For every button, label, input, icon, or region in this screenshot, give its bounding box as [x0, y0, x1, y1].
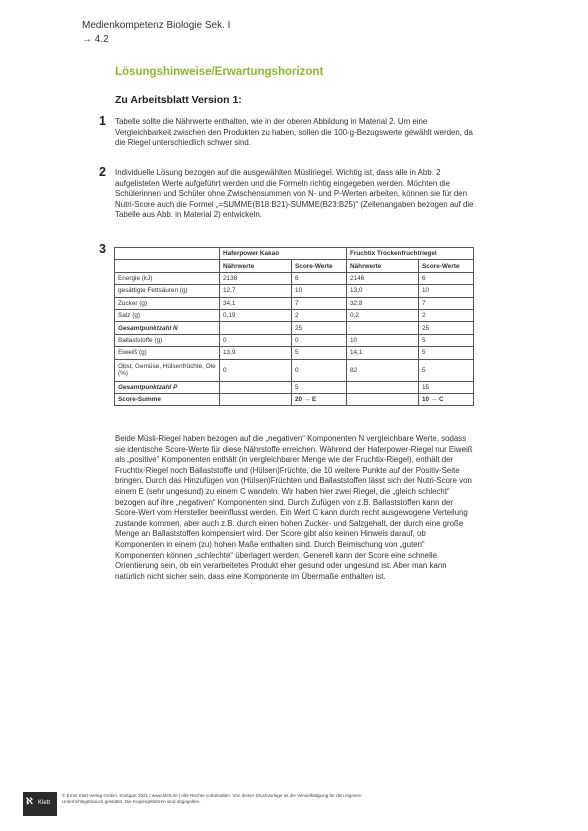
row-label: Gesamtpunktzahl N — [115, 322, 220, 334]
cell-value: 0 — [220, 359, 292, 381]
cell-score: 25 — [292, 322, 347, 334]
cell-value — [220, 393, 292, 405]
footer-copyright: © Ernst Klett Verlag GmbH, Stuttgart 2021 | www.klett.de | Alle Rechte vorbehalten. Von dieser Druckvorlage ist die Vervielfältigung für den eigenen Unterrichtsgebrauch gestattet. Die Kopiergebühren sind abgegolten. — [62, 793, 362, 804]
cell-score: 5 — [419, 347, 474, 359]
task-2-answer: Individuelle Lösung bezogen auf die ausgewählten Müsliriegel. Wichtig ist, dass alle in Abb. 2 aufgelisteten Werte aufgeführt werden und die Formeln richtig eingegeben werden. Möchten die Schülerinnen und Schüler ohne Zwischensummen von N- und P-Werten arbeiten, können sie für den Nutri-Score auch die Formel „=SUMME(B18:B21)-SUMME(B23:B25)“ (Zellenangaben bezogen auf die Tabelle aus Abb. in Material 2) entwickeln. — [115, 168, 474, 220]
table-row — [115, 334, 474, 346]
column-header: Nährwerte — [347, 260, 419, 272]
table-row-total — [115, 393, 474, 405]
cell-score: 5 — [292, 381, 347, 393]
table-subheader-row — [115, 260, 474, 272]
table-row — [115, 347, 474, 359]
cell-value: 2138 — [220, 272, 292, 284]
row-label: Obst, Gemüse, Hülsenfrüchte, Ole (%) — [115, 359, 220, 381]
cell-score: 0 — [292, 359, 347, 381]
cell-score: 10 — [292, 285, 347, 297]
task-number-2: 2 — [99, 165, 106, 179]
cell-value: 12,7 — [220, 285, 292, 297]
cell-value: 13,0 — [347, 285, 419, 297]
table-row — [115, 309, 474, 321]
cell-value — [220, 322, 292, 334]
cell-value: 10 — [347, 334, 419, 346]
product-2-header: Fruchtix Trockenfruchtriegel — [347, 248, 474, 260]
cell-value: 0,19 — [220, 309, 292, 321]
logo-text: Klett — [38, 800, 51, 806]
header-chapter-ref: → 4.2 — [82, 34, 109, 45]
cell-value: 34,1 — [220, 297, 292, 309]
cell-value: 14,1 — [347, 347, 419, 359]
task-3-discussion: Beide Müsli-Riegel haben bezogen auf die „negativen“ Komponenten N vergleichbare Werte, sodass sie identische Score-Werte für diese Nährstoffe erreichen. Während der Haferpower-Riegel nur Eiweiß als „positive“ Komponenten enthält (in vergleichbarer Menge wie der Fruchtix-Riegel), enthält der Fruchtix-Riegel noch Ballaststoffe und (Hülsen)Früchte, die 10 weitere Punkte auf der Positiv-Seite bringen. Durch das Hinzufügen von (Hülsen)Früchten und Ballaststoffen lässt sich der Nutri-Score von einem E (sehr ungesund) zu einem C wandeln. Wir haben hier zwei Riegel, die „gleich schlecht“ bezogen auf ihre „negativen“ Komponenten sind. Durch Zufügen von z.B. Ballaststoffen kann der Score-Wert vom Hersteller beeinflusst werden. Ein Wert C kann durch recht ausgewogene Verteilung zustande kommen, aber auch z.B. durch einen hohen Zucker- und Salzgehalt, der durch eine große Menge an Ballaststoffen kompensiert wird. Der Score gibt also keinen Hinweis darauf, ob Komponenten in einem (zu) hohen Maße enthalten sind. Durch Beimischung von „guten“ Komponenten können „schlechte“ überlagert werden. Generell kann der Score eine schnelle Orientierung sein, ob ein verarbeitetes Produkt eher gesund oder ungesund ist. Aber man kann natürlich nicht sicher sein, dass eine Komponente im Übermaße enthalten ist. — [115, 434, 473, 581]
product-1-header: Haferpower Kakao — [220, 248, 347, 260]
cell-score: 2 — [419, 309, 474, 321]
row-label: Gesamtpunktzahl P — [115, 381, 220, 393]
cell-score: 10 → C — [419, 393, 474, 405]
cell-score: 25 — [419, 322, 474, 334]
nutri-score-table — [114, 247, 474, 406]
task-number-1: 1 — [99, 114, 106, 128]
cell-value — [347, 322, 419, 334]
cell-score: 7 — [419, 297, 474, 309]
table-row-subtotal — [115, 322, 474, 334]
cell-value: 13,9 — [220, 347, 292, 359]
cell-value: 0,2 — [347, 309, 419, 321]
table-product-header-row — [115, 248, 474, 260]
column-header: Nährwerte — [220, 260, 292, 272]
cell-score: 5 — [419, 334, 474, 346]
table-row — [115, 297, 474, 309]
cell-score: 2 — [292, 309, 347, 321]
cell-value: 0 — [220, 334, 292, 346]
table-corner-cell — [115, 248, 220, 260]
task-number-3: 3 — [99, 242, 106, 256]
row-label: Salz (g) — [115, 309, 220, 321]
column-header: Score-Werte — [292, 260, 347, 272]
cell-score: 0 — [292, 334, 347, 346]
cell-value: 32,8 — [347, 297, 419, 309]
row-label: Zucker (g) — [115, 297, 220, 309]
cell-value — [220, 381, 292, 393]
row-label: Score-Summe — [115, 393, 220, 405]
section-subtitle: Zu Arbeitsblatt Version 1: — [115, 94, 242, 106]
row-label: Energie (kJ) — [115, 272, 220, 284]
table-label-column-header — [115, 260, 220, 272]
task-1-answer: Tabelle sollte die Nährwerte enthalten, wie in der oberen Abbildung in Material 2. Um eine Vergleichbarkeit zwischen den Produkten zu haben, sollen die 100-g-Bezugswerte gewählt werden, da die Riegel unterschiedlich schwer sind. — [115, 117, 473, 148]
row-label: Ballaststoffe (g) — [115, 334, 220, 346]
klett-mark-icon: ℵ — [26, 796, 33, 806]
cell-score: 15 — [419, 381, 474, 393]
cell-value: 82 — [347, 359, 419, 381]
row-label: Eiweiß (g) — [115, 347, 220, 359]
table-row — [115, 359, 474, 381]
cell-score: 5 — [419, 359, 474, 381]
cell-score: 20 → E — [292, 393, 347, 405]
table-row — [115, 285, 474, 297]
row-label: gesättigte Fettsäuren (g) — [115, 285, 220, 297]
page-title: Lösungshinweise/Erwartungshorizont — [115, 66, 324, 78]
cell-score: 6 — [292, 272, 347, 284]
cell-score: 6 — [419, 272, 474, 284]
table-row-subtotal — [115, 381, 474, 393]
cell-value: 2146 — [347, 272, 419, 284]
header-series-title: Medienkompetenz Biologie Sek. I — [82, 20, 231, 31]
cell-score: 5 — [292, 347, 347, 359]
cell-value — [347, 393, 419, 405]
klett-logo — [23, 792, 57, 816]
cell-score: 10 — [419, 285, 474, 297]
column-header: Score-Werte — [419, 260, 474, 272]
table-row — [115, 272, 474, 284]
cell-score: 7 — [292, 297, 347, 309]
cell-value — [347, 381, 419, 393]
